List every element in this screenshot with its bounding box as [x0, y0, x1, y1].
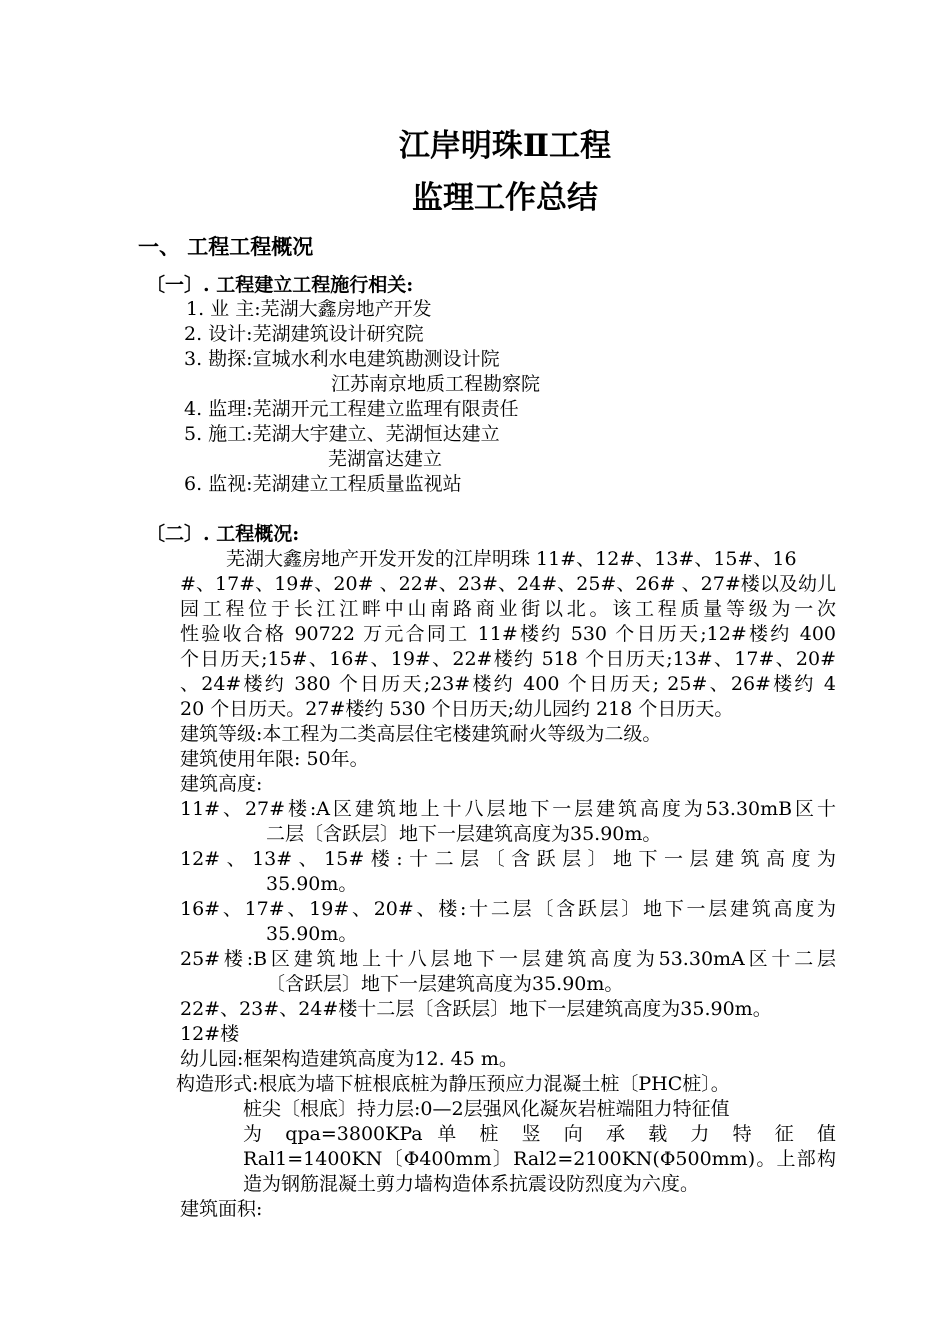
structure-detail: Ral1=1400KN〔Φ400mm〕Ral2=2100KN(Φ500mm)。上部构 — [243, 1148, 836, 1170]
paragraph-line: 性验收合格 90722 万元合同工 11#楼约 530 个日历天;12#楼约 400 — [180, 623, 836, 645]
paragraph-line: 园工程位于长江江畔中山南路商业街以北。该工程质量等级为一次 — [180, 598, 836, 620]
paragraph-line: 个日历天;15#、16#、19#、22#楼约 518 个日历天;13#、17#、20# — [180, 648, 836, 670]
list-item: 江苏南京地质工程勘察院 — [331, 373, 541, 395]
subsection-heading-2: 〔二〕. 工程概况: — [146, 523, 300, 545]
building-height-label: 建筑高度: — [180, 773, 263, 795]
height-entry: 二层〔含跃层〕地下一层建筑高度为35.90m。 — [266, 823, 662, 845]
structure-detail: 造为钢筋混凝土剪力墙构造体系抗震设防烈度为六度。 — [243, 1173, 700, 1195]
subsection-heading-1: 〔一〕. 工程建立工程施行相关: — [146, 274, 414, 296]
paragraph-line: 芜湖大鑫房地产开发开发的江岸明珠 11#、12#、13#、15#、16 — [226, 548, 797, 570]
height-entry: 12#、13#、15#楼:十二层〔含跃层〕地下一层建筑高度为 — [180, 848, 836, 870]
section-heading: 一、 工程工程概况 — [138, 234, 314, 259]
list-item: 6. 监视:芜湖建立工程质量监视站 — [184, 473, 462, 495]
list-item: 芜湖富达建立 — [328, 448, 443, 470]
doc-title-line2: 监理工作总结 — [412, 180, 598, 216]
height-entry: 〔含跃层〕地下一层建筑高度为35.90m。 — [266, 973, 624, 995]
list-item: 3. 勘探:宣城水利水电建筑勘测设计院 — [184, 348, 500, 370]
structure-detail: 为 qpa=3800KPa 单 桩 竖 向 承 载 力 特 征 值 — [243, 1123, 836, 1145]
height-entry: 22#、23#、24#楼十二层〔含跃层〕地下一层建筑高度为35.90m。 — [180, 998, 772, 1020]
height-entry: 25#楼:B区建筑地上十八层地下一层建筑高度为53.30mA区十二层 — [180, 948, 836, 970]
structure-form: 构造形式:根底为墙下桩根底桩为静压预应力混凝土桩〔PHC桩〕。 — [176, 1073, 730, 1095]
height-entry: 16#、17#、19#、20#、楼:十二层〔含跃层〕地下一层建筑高度为 — [180, 898, 836, 920]
height-entry: 35.90m。 — [266, 923, 358, 945]
height-entry: 12#楼 — [180, 1023, 240, 1045]
height-entry: 35.90m。 — [266, 873, 358, 895]
paragraph-line: 20 个日历天。27#楼约 530 个日历天;幼儿园约 218 个日历天。 — [180, 698, 734, 720]
kindergarten-height: 幼儿园:框架构造建筑高度为12. 45 m。 — [180, 1048, 518, 1070]
height-entry: 11#、27#楼:A区建筑地上十八层地下一层建筑高度为53.30mB区十 — [180, 798, 836, 820]
paragraph-line: 、24#楼约 380 个日历天;23#楼约 400 个日历天; 25#、26#楼约 4 — [180, 673, 836, 695]
service-life: 建筑使用年限: 50年。 — [180, 748, 369, 770]
list-item: 5. 施工:芜湖大宇建立、芜湖恒达建立 — [184, 423, 500, 445]
list-item: 2. 设计:芜湖建筑设计研究院 — [184, 323, 424, 345]
list-item: 4. 监理:芜湖开元工程建立监理有限责任 — [184, 398, 519, 420]
building-grade: 建筑等级:本工程为二类高层住宅楼建筑耐火等级为二级。 — [180, 723, 662, 745]
list-item: 1. 业 主:芜湖大鑫房地产开发 — [186, 298, 432, 320]
doc-title-line1: 江岸明珠Ⅱ工程 — [398, 128, 612, 164]
building-area-label: 建筑面积: — [180, 1198, 263, 1220]
paragraph-line: #、17#、19#、20# 、22#、23#、24#、25#、26# 、27#楼以及幼儿 — [180, 573, 836, 595]
structure-detail: 桩尖〔根底〕持力层:0—2层强风化凝灰岩桩端阻力特征值 — [243, 1098, 730, 1120]
